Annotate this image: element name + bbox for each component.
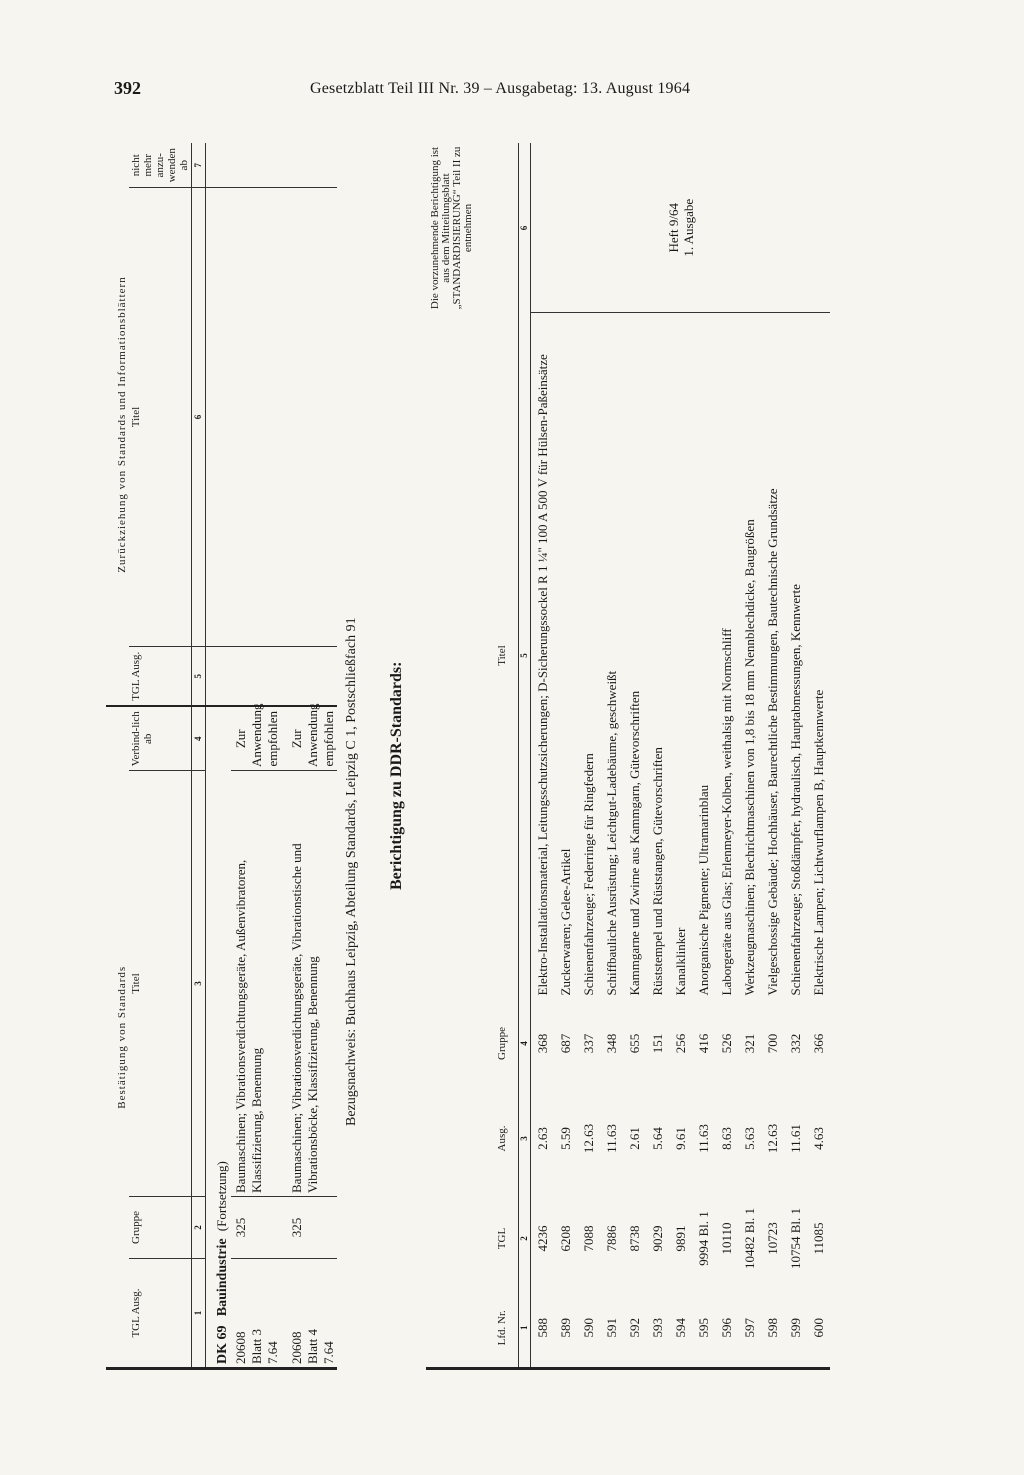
col-number: 3 bbox=[192, 771, 206, 1197]
col-tgl-ausg: TGL Ausg. bbox=[129, 1259, 192, 1369]
col-number: 5 bbox=[519, 313, 531, 999]
bestaetigung-table bbox=[106, 145, 337, 1370]
gruppe-cell: 655 bbox=[627, 1033, 642, 1054]
table-row bbox=[577, 144, 600, 1369]
tgl-cell: 10723 bbox=[765, 1222, 780, 1255]
lfd-nr-cell: 590 bbox=[581, 1318, 596, 1338]
col-verbindlich: Verbind-lich ab bbox=[129, 707, 192, 771]
tgl-ausg: 7.64 bbox=[265, 1341, 280, 1364]
tgl-cell: 9891 bbox=[673, 1225, 688, 1252]
titel-cell: Baumaschinen; Vibrationsverdichtungsgeräte, Außenvibratoren, Klassifizierung, Benennung bbox=[231, 771, 281, 1197]
titel-cell: Schienenfahrzeuge; Federringe für Ringfedern bbox=[581, 753, 596, 996]
ausg-cell: 11.63 bbox=[696, 1124, 711, 1153]
lfd-nr-cell: 599 bbox=[788, 1318, 803, 1338]
gruppe-cell: 416 bbox=[696, 1033, 711, 1054]
gruppe-cell: 700 bbox=[765, 1033, 780, 1054]
col-number: 4 bbox=[192, 707, 206, 771]
ausg-cell: 11.63 bbox=[604, 1124, 619, 1153]
titel-cell: Schiffbauliche Ausrüstung; Leichtgut-Ladebäume, geschweißt bbox=[604, 670, 619, 996]
berichtigung-table bbox=[426, 145, 830, 1370]
table-row bbox=[761, 144, 784, 1369]
lfd-nr-cell: 593 bbox=[650, 1318, 665, 1338]
ausg-cell: 2.63 bbox=[535, 1127, 550, 1150]
heft-label: Heft 9/64 bbox=[665, 203, 681, 253]
table-row bbox=[623, 144, 646, 1369]
ausg-cell: 5.59 bbox=[558, 1127, 573, 1150]
col-number: 1 bbox=[192, 1259, 206, 1369]
running-title: Gesetzblatt Teil III Nr. 39 – Ausgabetag: 13. August 1964 bbox=[310, 80, 691, 97]
lfd-nr-cell: 589 bbox=[558, 1318, 573, 1338]
col-number: 6 bbox=[192, 188, 206, 647]
tgl-cell: 9994 Bl. 1 bbox=[696, 1211, 711, 1266]
table-row bbox=[600, 144, 623, 1369]
section-heading bbox=[206, 707, 232, 1369]
heft-cell bbox=[531, 144, 831, 313]
ausg-cell: 8.63 bbox=[719, 1127, 734, 1150]
lfd-nr-cell: 600 bbox=[811, 1318, 826, 1338]
col-number: 1 bbox=[519, 1289, 531, 1369]
col-titel: Titel bbox=[496, 645, 508, 666]
col-nicht-mehr: nicht mehr anzu-wenden ab bbox=[130, 148, 190, 183]
table-row bbox=[231, 143, 281, 1368]
verbindlich-cell: Zur Anwendung empfohlen bbox=[281, 707, 337, 771]
col-number: 4 bbox=[519, 999, 531, 1089]
tgl-number: 20608 bbox=[289, 1331, 304, 1364]
gruppe-cell: 348 bbox=[604, 1033, 619, 1054]
tgl-cell: 10110 bbox=[719, 1222, 734, 1255]
tgl-blatt: Blatt 4 bbox=[305, 1328, 320, 1364]
tgl-ausg: 7.64 bbox=[321, 1341, 336, 1364]
table-row bbox=[784, 144, 807, 1369]
titel-cell: Laborgeräte aus Glas; Erlenmeyer-Kolben, weithalsig mit Normschliff bbox=[719, 628, 734, 996]
gruppe-cell: 526 bbox=[719, 1033, 734, 1054]
section-suffix: (Fortsetzung) bbox=[214, 1161, 229, 1232]
tgl-cell bbox=[281, 1259, 337, 1369]
lfd-nr-cell: 595 bbox=[696, 1318, 711, 1338]
verbindlich-cell: Zur Anwendung empfohlen bbox=[231, 707, 281, 771]
tgl-cell: 7886 bbox=[604, 1225, 619, 1252]
table-row bbox=[807, 144, 830, 1369]
gruppe-cell: 325 bbox=[281, 1197, 337, 1259]
titel-cell: Vielgeschossige Gebäude; Hochhäuser, Baurechtliche Bestimmungen, Bautechnische Grundsätze bbox=[765, 488, 780, 996]
ausg-cell: 4.63 bbox=[811, 1127, 826, 1150]
tgl-cell: 9029 bbox=[650, 1225, 665, 1252]
titel-cell: Baumaschinen; Vibrationsverdichtungsgeräte, Vibrationstische und Vibrationsböcke, Klassifizierung, Benennung bbox=[281, 771, 337, 1197]
gruppe-cell: 337 bbox=[581, 1033, 596, 1054]
titel-cell: Kammgarne und Zwirne aus Kammgarn, Gütevorschriften bbox=[627, 690, 642, 996]
table-row bbox=[554, 144, 577, 1369]
ausg-cell: 12.63 bbox=[581, 1123, 596, 1154]
titel-cell: Werkzeugmaschinen; Blechrichtmaschinen von 1,8 bis 18 mm Nennblechdicke, Baugrößen bbox=[742, 519, 757, 996]
titel-cell: Schienenfahrzeuge; Stoßdämpfer, hydraulisch, Hauptabmessungen, Kennwerte bbox=[788, 584, 803, 996]
tgl-cell: 7088 bbox=[581, 1225, 596, 1252]
tgl-blatt: Blatt 3 bbox=[249, 1328, 264, 1364]
titel-cell: Anorganische Pigmente; Ultramarinblau bbox=[696, 784, 711, 996]
page-header bbox=[114, 78, 794, 104]
titel-cell: Elektrische Lampen; Lichtwurflampen B, Hauptkennwerte bbox=[811, 689, 826, 996]
lfd-nr-cell: 594 bbox=[673, 1318, 688, 1338]
col-number: 6 bbox=[519, 144, 531, 313]
tgl-number: 20608 bbox=[233, 1331, 248, 1364]
titel-cell: Zuckerwaren; Gelee-Artikel bbox=[558, 848, 573, 996]
col-number: 5 bbox=[192, 647, 206, 707]
ausg-cell: 12.63 bbox=[765, 1123, 780, 1154]
rueckziehung-group-title: Zurückziehung von Standards und Informationsblättern bbox=[116, 276, 128, 573]
ausg-cell: 5.64 bbox=[650, 1127, 665, 1150]
gruppe-cell: 151 bbox=[650, 1033, 665, 1054]
table-row bbox=[669, 144, 692, 1369]
col-number: 7 bbox=[192, 143, 206, 187]
ausg-cell: 5.63 bbox=[742, 1127, 757, 1150]
lfd-nr-cell: 598 bbox=[765, 1318, 780, 1338]
ausg-cell: 9.61 bbox=[673, 1127, 688, 1150]
titel-cell: Kanalklinker bbox=[673, 927, 688, 996]
section-label: DK 69 bbox=[215, 1325, 230, 1364]
table-row bbox=[738, 144, 761, 1369]
lfd-nr-cell: 597 bbox=[742, 1318, 757, 1338]
tgl-cell: 4236 bbox=[535, 1225, 550, 1252]
table-row bbox=[715, 144, 738, 1369]
col-titel-2: Titel bbox=[129, 188, 192, 647]
col-lfd-nr: Lfd. Nr. bbox=[496, 1310, 508, 1346]
lfd-nr-cell: 591 bbox=[604, 1318, 619, 1338]
tgl-cell: 10482 Bl. 1 bbox=[742, 1207, 757, 1270]
table-row bbox=[531, 144, 555, 1369]
table-row bbox=[692, 144, 715, 1369]
tgl-cell: 10754 Bl. 1 bbox=[788, 1207, 803, 1270]
titel-cell: Rüststempel und Rüststangen, Gütevorschriften bbox=[650, 747, 665, 996]
table-row bbox=[281, 143, 337, 1368]
col-number: 2 bbox=[192, 1197, 206, 1259]
ausg-cell: 2.61 bbox=[627, 1127, 642, 1150]
rotated-content bbox=[106, 145, 1006, 1370]
col-gruppe: Gruppe bbox=[496, 1027, 508, 1060]
col-number: 2 bbox=[519, 1189, 531, 1289]
gruppe-cell: 321 bbox=[742, 1033, 757, 1054]
ausg-cell: 11.61 bbox=[788, 1124, 803, 1153]
berichtigung-note: Die vorzunehmende Berichtigung ist aus dem Mitteilungsblatt „STANDARDISIERUNG“ Teil II zu entnehmen bbox=[429, 146, 474, 310]
bestaetigung-group-title: Bestätigung von Standards bbox=[106, 707, 129, 1369]
tgl-cell bbox=[231, 1259, 281, 1369]
lfd-nr-cell: 592 bbox=[627, 1318, 642, 1338]
gruppe-cell: 687 bbox=[558, 1033, 573, 1054]
bezugsnachweis: Bezugsnachweis: Buchhaus Leipzig, Abteilung Standards, Leipzig C 1, Postschließfach 91 bbox=[344, 617, 359, 1126]
tgl-cell: 6208 bbox=[558, 1225, 573, 1252]
col-ausg: Ausg. bbox=[496, 1125, 508, 1152]
col-tgl: TGL bbox=[496, 1227, 508, 1250]
col-tgl-ausg-2: TGL Ausg. bbox=[129, 647, 192, 707]
berichtigung-title: Berichtigung zu DDR-Standards: bbox=[388, 661, 405, 890]
lfd-nr-cell: 588 bbox=[535, 1318, 550, 1338]
col-number: 3 bbox=[519, 1089, 531, 1189]
col-titel: Titel bbox=[129, 771, 192, 1197]
section-title: Bauindustrie bbox=[215, 1238, 230, 1317]
table-row bbox=[646, 144, 669, 1369]
tgl-cell: 11085 bbox=[811, 1222, 826, 1255]
gruppe-cell: 366 bbox=[811, 1033, 826, 1054]
page-number: 392 bbox=[114, 78, 141, 98]
col-gruppe: Gruppe bbox=[129, 1197, 192, 1259]
titel-cell: Elektro-Installationsmaterial, Leitungsschutzsicherungen; D-Sicherungssockel R 1 ¼" 100 A 500 V für Hülsen-Paßeinsätze bbox=[535, 354, 550, 996]
gruppe-cell: 325 bbox=[231, 1197, 281, 1259]
ausgabe-label: 1. Ausgabe bbox=[680, 198, 696, 257]
tgl-cell: 8738 bbox=[627, 1225, 642, 1252]
gruppe-cell: 256 bbox=[673, 1033, 688, 1054]
lfd-nr-cell: 596 bbox=[719, 1318, 734, 1338]
gruppe-cell: 368 bbox=[535, 1033, 550, 1054]
gruppe-cell: 332 bbox=[788, 1033, 803, 1054]
